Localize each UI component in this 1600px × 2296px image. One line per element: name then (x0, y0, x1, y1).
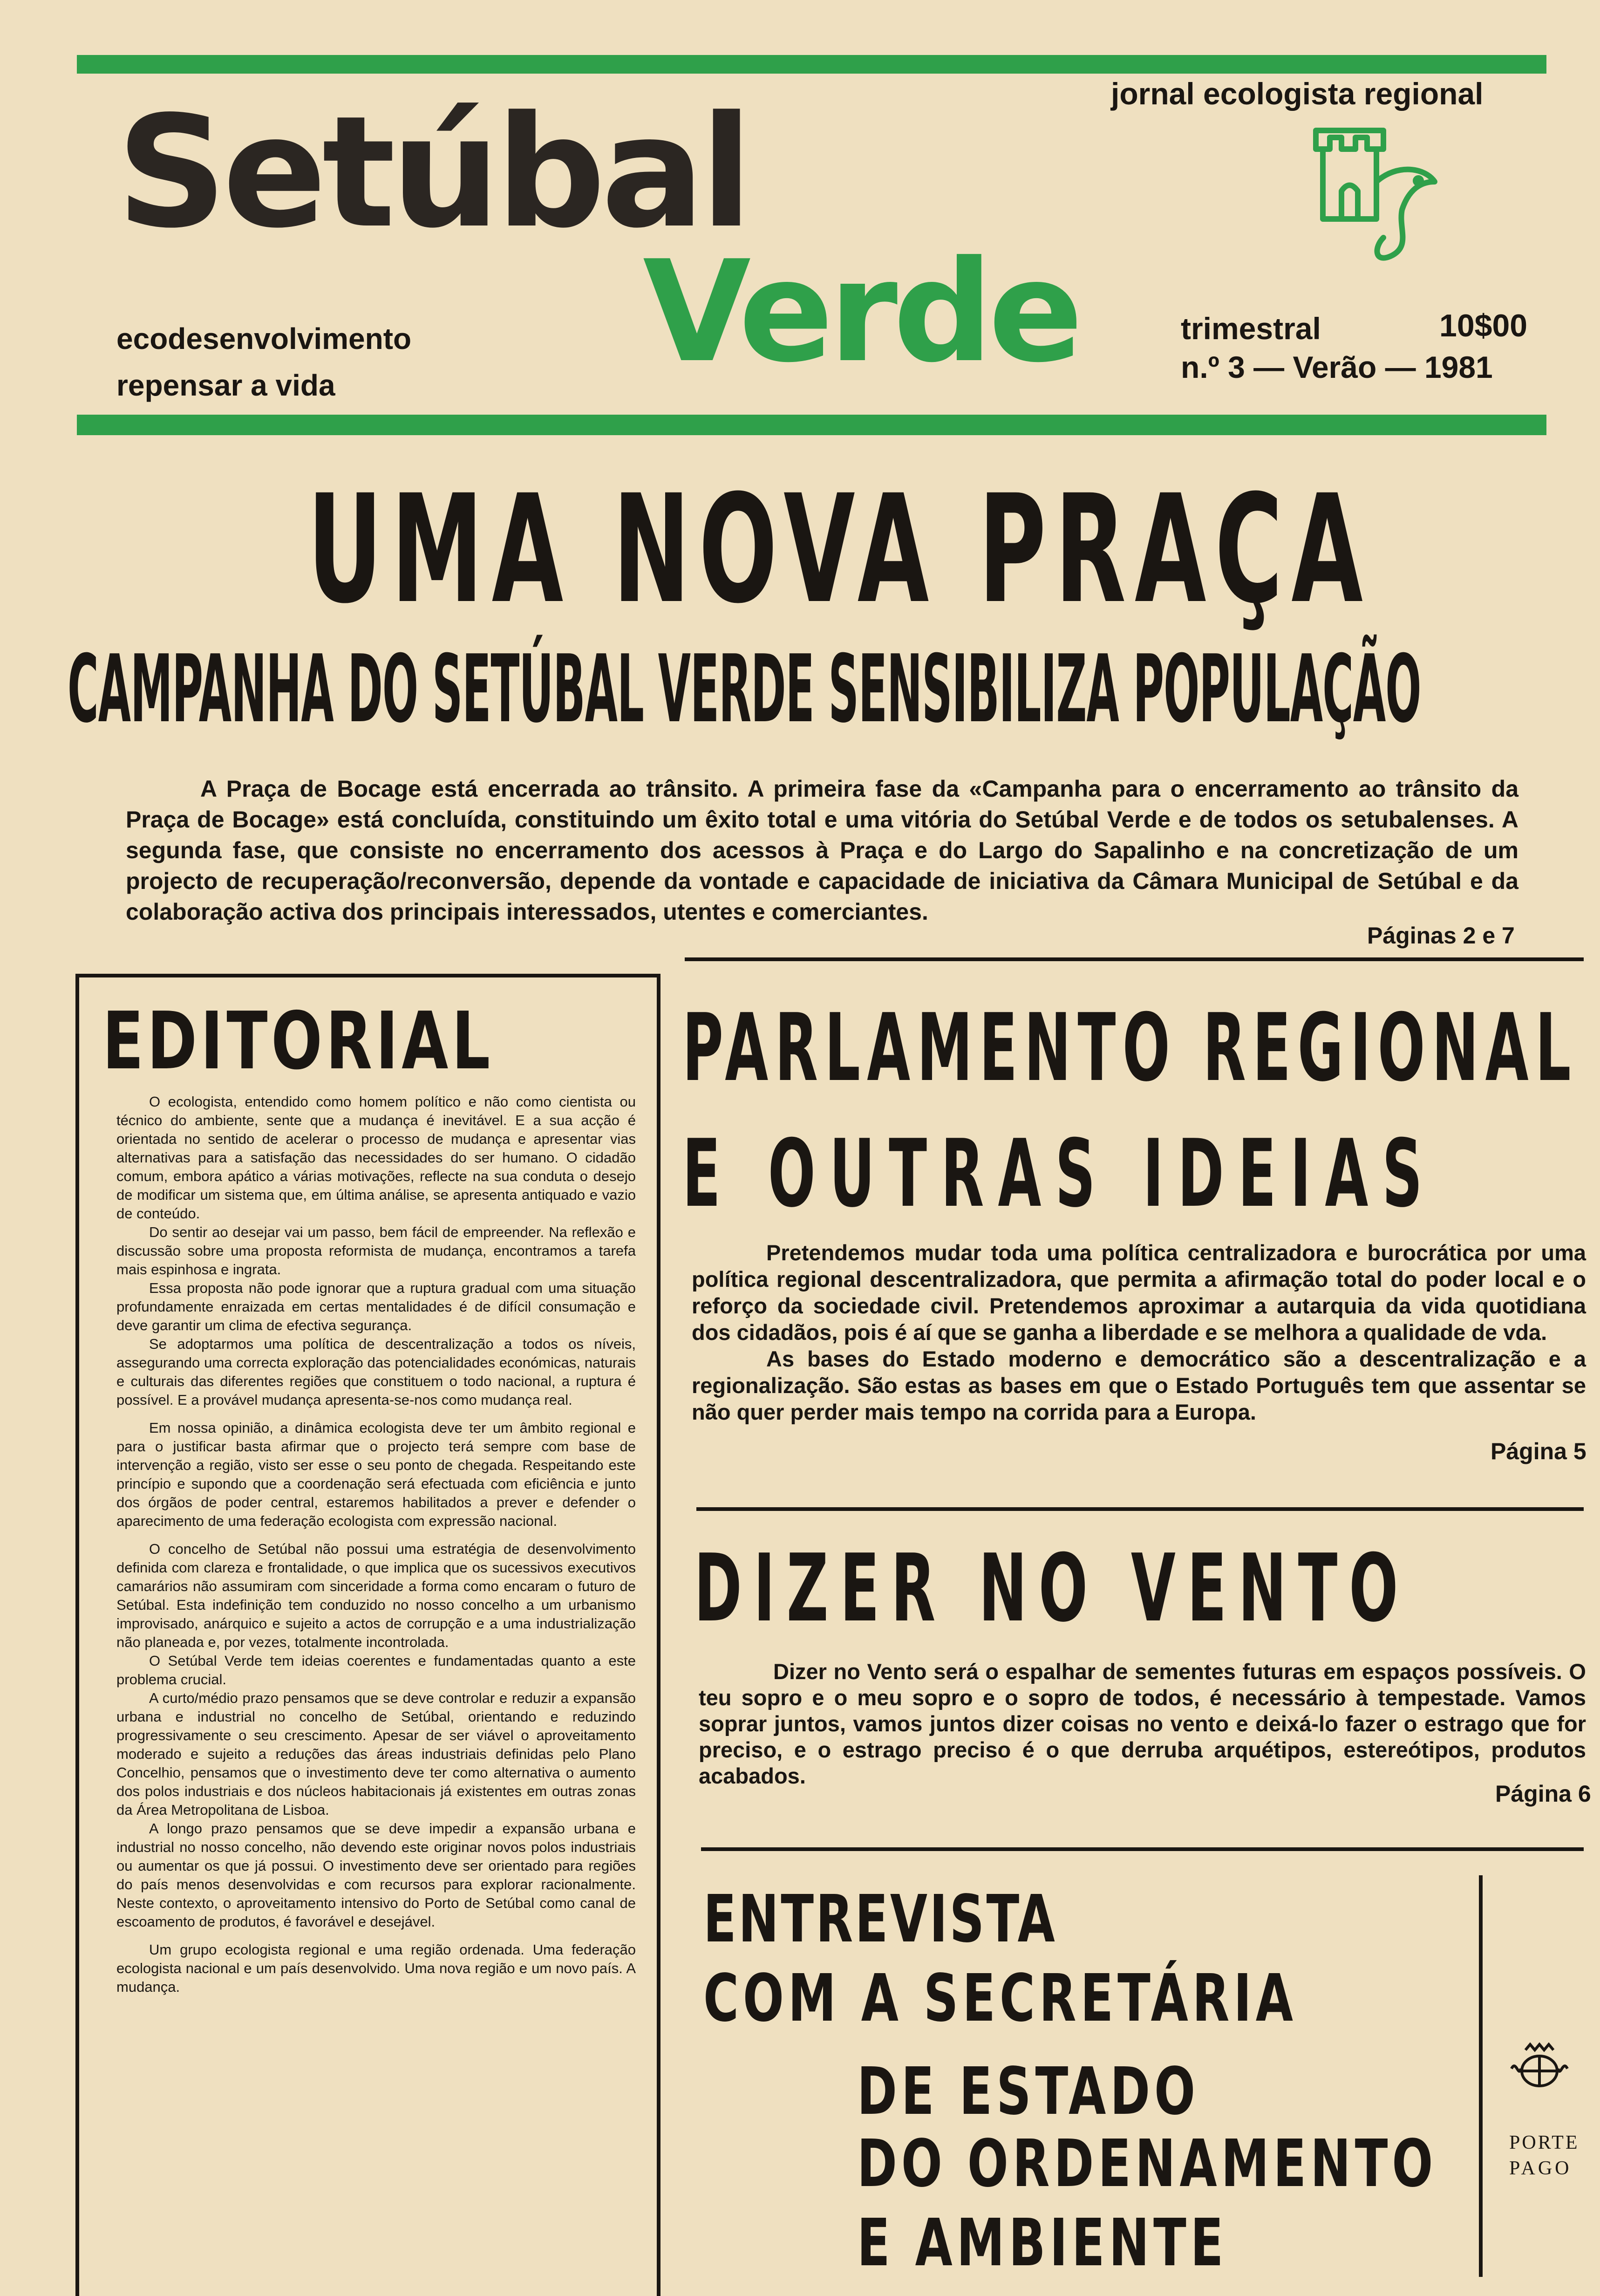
dizer-headline: DIZER NO VENTO (694, 1534, 1410, 1643)
masthead-top-rule (77, 55, 1546, 74)
masthead-slogan-1: ecodesenvolvimento (116, 322, 412, 355)
entrevista-line-5: E AMBIENTE (857, 2205, 1228, 2281)
masthead-tagline: jornal ecologista regional (1111, 76, 1484, 111)
editorial-paragraph: Do sentir ao desejar vai um passo, bem fácil de empreender. Na reflexão e discussão sobre uma proposta reformista de mudança, encontramos a tarefa mais espinhosa e ingrata. (116, 1224, 636, 1278)
entrevista-line-4: DO ORDENAMENTO (857, 2126, 1437, 2202)
editorial-paragraph: O ecologista, entendido como homem político e não como cientista ou técnico do ambiente, sente que a mudança é inevitável. E a sua acção é orientada no sentido de acelerar o processo de mudança e apresentar vias alternativas para a satisfação das necessidades do ser humano. O cidadão comum, embora apático a várias motivações, reflecte na sua conduta o desejo de modificar um sistema que, em última análise, se apresenta antiquado e vazio de conteúdo. (116, 1093, 636, 1222)
editorial-paragraph: Um grupo ecologista regional e uma região ordenada. Uma federação ecologista nacional e um país desenvolvido. Uma nova região e um novo país. A mudança. (116, 1941, 636, 1995)
masthead-slogan-2: repensar a vida (116, 369, 335, 402)
parlamento-paragraph: As bases do Estado moderno e democrático são a descentralização e a regionalização. São estas as bases em que o Estado Português tem que assentar se não quer perder mais tempo na corrida para a Europa. (692, 1346, 1586, 1424)
section-rule (685, 957, 1584, 961)
postage-label-1: PORTE (1509, 2132, 1580, 2153)
editorial-paragraph: O Setúbal Verde tem ideias coerentes e fundamentadas quanto a este problema crucial. (116, 1653, 636, 1688)
parlamento-body (692, 1239, 1586, 1425)
editorial-paragraph: A longo prazo pensamos que se deve impedir a expansão urbana e industrial no nosso concelho, não devendo este originar novos polos industriais ou aumentar os que já possui. O investimento deve ser orientado para regiões do país menos desenvolvidas e com recursos para explorar racionalmente. Neste contexto, o aproveitamento intensivo do Porto de Setúbal como canal de escoamento de produtos, é favorável e desejável. (116, 1820, 636, 1930)
lead-page-ref: Páginas 2 e 7 (1367, 922, 1515, 949)
column-rule (1479, 1875, 1483, 2277)
postage-label-2: PAGO (1509, 2158, 1572, 2179)
parlamento-paragraph: Pretendemos mudar toda uma política centralizadora e burocrática por uma política regional descentralizadora, que permita a afirmação total do poder local e o reforço da sociedade civil. Pretendemos aproximar a autarquia da vida quotidiana dos cidadãos, pois é aí que se ganha a liberdade e se melhora a qualidade de vda. (692, 1240, 1586, 1345)
parlamento-headline-1: PARLAMENTO REGIONAL (682, 994, 1578, 1102)
lead-body (126, 773, 1518, 927)
editorial-paragraph: A curto/médio prazo pensamos que se deve controlar e reduzir a expansão urbana e industrial no concelho de Setúbal, orientando e reduzindo progressivamente o seu crescimento. Apesar de ser viável o aproveitamento moderado e sujeito a reduções das áreas industriais definidas pelo Plano Concelhio, pensamos que o investimento deve ter como alternativa o aumento dos polos industriais e dos núcleos habitacionais já existentes em outras zonas da Área Metropolitana de Lisboa. (116, 1690, 636, 1818)
lead-subheadline: CAMPANHA DO SETÚBAL VERDE SENSIBILIZA POPULAÇÃO (68, 635, 1421, 744)
entrevista-line-1: ENTREVISTA (703, 1881, 1057, 1957)
dizer-page-ref: Página 6 (1495, 1781, 1591, 1807)
entrevista-line-2: COM A SECRETÁRIA (703, 1961, 1297, 2036)
parlamento-page-ref: Página 5 (1491, 1438, 1586, 1464)
masthead-issue: n.º 3 — Verão — 1981 (1181, 350, 1493, 384)
editorial-paragraph: Em nossa opinião, a dinâmica ecologista deve ter um âmbito regional e para o justificar basta afirmar que o projecto terá sempre com base de intervenção a região, visto ser esse o seu ponto de chegada. Respeitando este princípio e supondo que a coordenação será efectuada com eficiência e junto dos órgãos de poder central, estaremos habilitados a prever e defender o aparecimento de uma federação ecologista com expressão nacional. (116, 1420, 636, 1529)
editorial-paragraph: Se adoptarmos uma política de descentralização a todos os níveis, assegurando uma correcta exploração das potencialidades económicas, naturais e culturais das diferentes regiões que constituem o todo nacional, a ruptura é possível. E a provável mudança apresenta-se-nos como mudança real. (116, 1336, 636, 1408)
editorial-heading: EDITORIAL (102, 995, 494, 1087)
dizer-body (699, 1659, 1586, 1789)
masthead-title: Setúbal (116, 83, 749, 262)
logo-emblem-icon (1295, 112, 1444, 266)
masthead-periodicity: trimestral (1181, 311, 1321, 346)
masthead-price: 10$00 (1439, 308, 1528, 343)
postage-emblem-icon (1507, 2041, 1572, 2097)
section-rule (701, 1847, 1584, 1851)
masthead-bottom-rule (77, 415, 1546, 435)
lead-paragraph: A Praça de Bocage está encerrada ao trânsito. A primeira fase da «Campanha para o encerramento ao trânsito da Praça de Bocage» está concluída, constituindo um êxito total e uma vitória do Setúbal Verde e de todos os setubalenses. A segunda fase, que consiste no encerramento dos acessos à Praça e do Largo do Sapalinho e na concretização de um projecto de recuperação/reconversão, depende da vontade e capacidade de iniciativa da Câmara Municipal de Setúbal e da colaboração activa dos principais interessados, utentes e comerciantes. (126, 776, 1518, 925)
parlamento-headline-2: E OUTRAS IDEIAS (682, 1120, 1437, 1228)
masthead-title-accent: Verde (643, 231, 1079, 393)
lead-headline: UMA NOVA PRAÇA (307, 463, 1372, 636)
editorial-paragraph: O concelho de Setúbal não possui uma estratégia de desenvolvimento definida com clareza e frontalidade, o que implica que os sucessivos executivos camarários não assumiram com sinceridade a forma como encaram o futuro de Setúbal. Esta indefinição tem conduzido no nosso concelho a um urbanismo improvisado, anárquico e sujeito a actos de corrupção e a uma industrialização não planeada e, por vezes, totalmente incontrolada. (116, 1541, 636, 1650)
dizer-paragraph: Dizer no Vento será o espalhar de sementes futuras em espaços possíveis. O teu sopro e o meu sopro e o sopro de todos, é necessário à tempestade. Vamos soprar juntos, vamos juntos dizer coisas no vento e deixá-lo fazer o estrago que for preciso, e o estrago preciso é o que derruba arquétipos, estereótipos, produtos acabados. (699, 1659, 1586, 1788)
editorial-paragraph: Essa proposta não pode ignorar que a ruptura gradual com uma situação profundamente enraizada em certas mentalidades é de difícil consumação e deve garantir um clima de efectiva segurança. (116, 1280, 636, 1333)
section-rule (696, 1507, 1584, 1511)
entrevista-line-3: DE ESTADO (857, 2054, 1200, 2130)
editorial-body (116, 1093, 636, 1996)
